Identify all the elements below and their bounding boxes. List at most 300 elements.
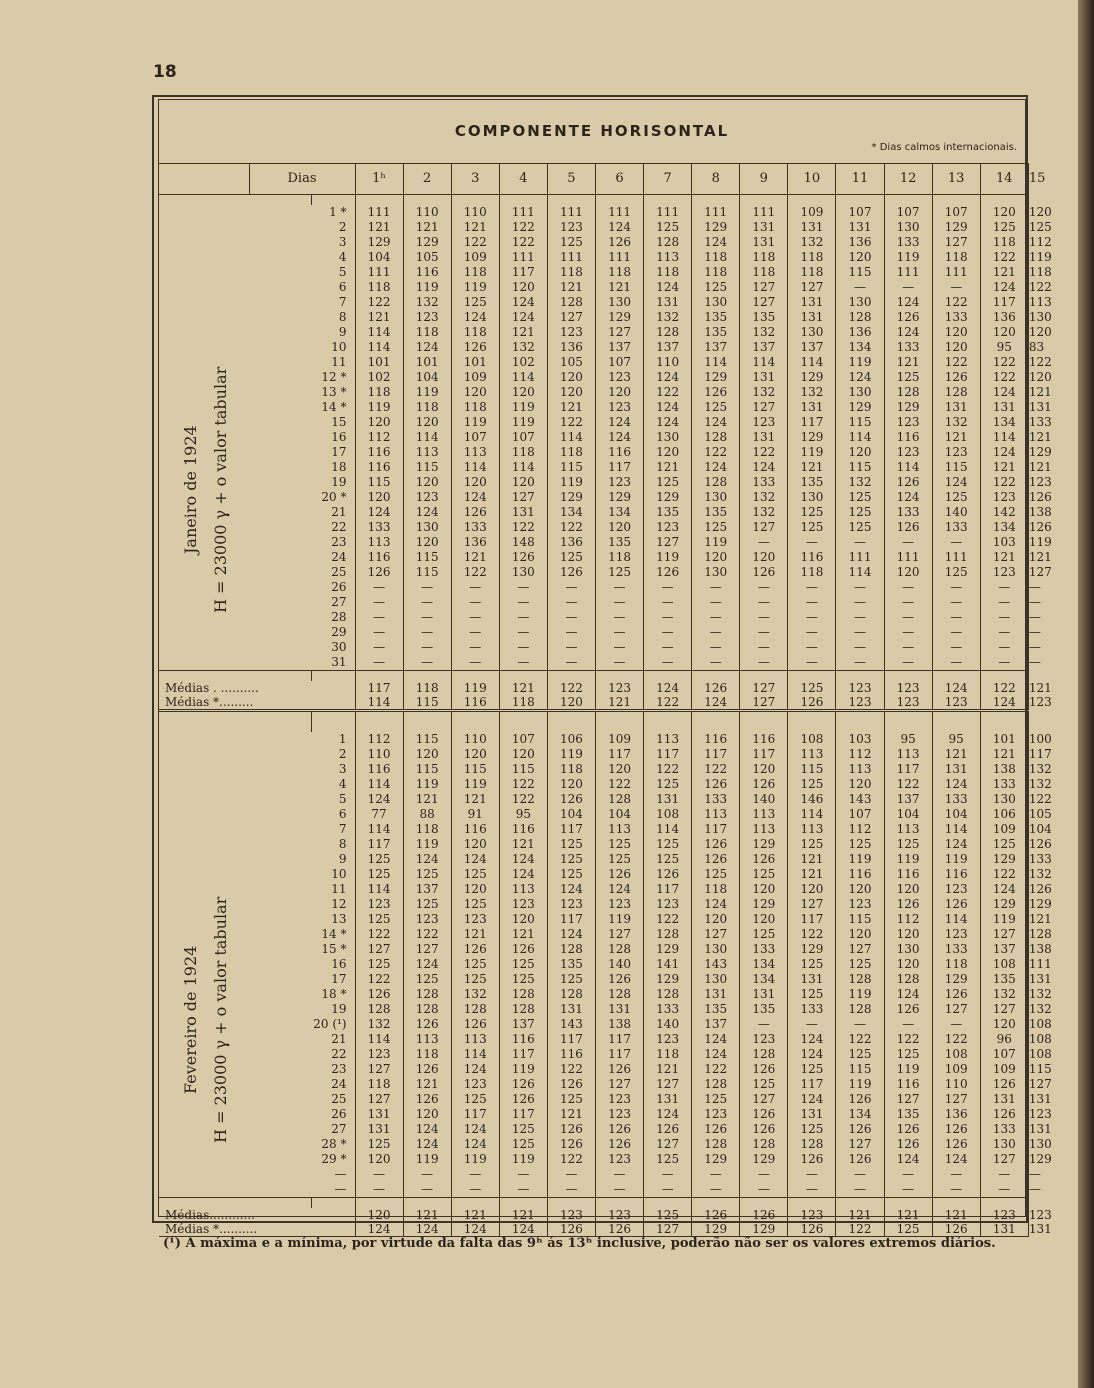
value-cell: 133 — [932, 310, 980, 325]
value-cell: 111 — [499, 205, 547, 220]
footnote: (¹) A máxima e a mínima, por virtude da falta das 9ʰ ás 13ʰ inclusive, poderão não ser os valores extremos diários. — [163, 1236, 996, 1251]
value-cell: 140 — [595, 957, 643, 972]
value-cell: 126 — [595, 235, 643, 250]
value-cell: 126 — [692, 777, 740, 792]
value-cell: 124 — [692, 1047, 740, 1062]
table-row: 20 * 120 123 124 127 129 129 129 130 132 130 125 124 125 123 126 — [159, 490, 1028, 505]
header-hour: 10 — [788, 164, 836, 195]
value-cell: 132 — [980, 987, 1028, 1002]
value-cell: 127 — [788, 897, 836, 912]
value-cell: 131 — [547, 1002, 595, 1017]
value-cell: 107 — [499, 732, 547, 747]
value-cell: 132 — [740, 505, 788, 520]
value-cell: 122 — [884, 777, 932, 792]
spacer-cell — [836, 1198, 884, 1209]
value-cell: 124 — [403, 852, 451, 867]
value-cell: — — [451, 610, 499, 625]
value-cell: 125 — [884, 1047, 932, 1062]
label-area — [159, 897, 249, 912]
value-cell: — — [595, 640, 643, 655]
means-value: 126 — [932, 1222, 980, 1237]
value-cell: 109 — [451, 370, 499, 385]
means-row: Médias *......... 114 115 116 118 120 121 122 124 127 126 123 123 123 124 123 — [159, 695, 1028, 711]
value-cell: — — [547, 655, 595, 671]
table-row: 22 133 130 133 122 122 120 123 125 127 125 125 126 133 134 126 — [159, 520, 1028, 535]
label-area — [159, 927, 249, 942]
value-cell: 130 — [884, 220, 932, 235]
value-cell: 128 — [644, 987, 692, 1002]
label-area — [159, 385, 249, 400]
value-cell: 125 — [788, 957, 836, 972]
label-area — [159, 370, 249, 385]
spacer-cell — [499, 671, 547, 682]
value-cell: 137 — [692, 1017, 740, 1032]
value-cell: 126 — [403, 1062, 451, 1077]
value-cell: 126 — [740, 852, 788, 867]
value-cell: 131 — [980, 1092, 1028, 1107]
label-area — [159, 610, 249, 625]
label-area — [159, 520, 249, 535]
value-cell: — — [836, 1017, 884, 1032]
value-cell: 118 — [740, 265, 788, 280]
value-cell: 125 — [788, 837, 836, 852]
value-cell: 107 — [499, 430, 547, 445]
value-cell: 120 — [355, 490, 403, 505]
label-area — [159, 355, 249, 370]
header-hour: 13 — [932, 164, 980, 195]
value-cell: 120 — [980, 205, 1028, 220]
value-cell: 124 — [644, 1107, 692, 1122]
value-cell: 122 — [644, 385, 692, 400]
value-cell: 124 — [884, 295, 932, 310]
day-cell: 11 — [331, 355, 347, 369]
value-cell: 130 — [836, 295, 884, 310]
value-cell: 131 — [788, 220, 836, 235]
value-cell: 128 — [836, 310, 884, 325]
value-cell: 129 — [836, 400, 884, 415]
means-value: 127 — [740, 695, 788, 711]
value-cell: 125 — [692, 520, 740, 535]
value-cell: — — [932, 535, 980, 550]
value-cell: 115 — [836, 265, 884, 280]
value-cell: 125 — [740, 867, 788, 882]
header-hour: 12 — [884, 164, 932, 195]
table-row: 23 127 126 124 119 122 126 121 122 126 125 115 119 109 109 115 — [159, 1062, 1028, 1077]
value-cell: 114 — [788, 355, 836, 370]
value-cell: 125 — [547, 1092, 595, 1107]
value-cell: 130 — [692, 295, 740, 310]
value-cell: 120 — [740, 912, 788, 927]
value-cell: 123 — [692, 1107, 740, 1122]
spacer-cell — [884, 722, 932, 732]
value-cell: 130 — [692, 942, 740, 957]
value-cell: 137 — [644, 340, 692, 355]
value-cell: 127 — [355, 1062, 403, 1077]
value-cell: 126 — [403, 1092, 451, 1107]
value-cell: 122 — [980, 370, 1028, 385]
value-cell: 124 — [788, 1032, 836, 1047]
spacer-cell — [355, 671, 403, 682]
day-cell: 1 — [338, 732, 347, 746]
label-area — [159, 807, 249, 822]
table-row: 26 — — — — — — — — — — — — — — — — [159, 580, 1028, 595]
means-value: 124 — [644, 681, 692, 695]
value-cell: 114 — [499, 370, 547, 385]
value-cell: 126 — [499, 1092, 547, 1107]
value-cell: 128 — [644, 927, 692, 942]
means-value: 121 — [499, 681, 547, 695]
value-cell: 122 — [355, 295, 403, 310]
table-row: 27 131 124 124 125 126 126 126 126 126 125 126 126 126 133 131 — [159, 1122, 1028, 1137]
value-cell: 118 — [788, 565, 836, 580]
value-cell: 119 — [836, 852, 884, 867]
value-cell: 128 — [836, 1002, 884, 1017]
means-value: 126 — [692, 681, 740, 695]
value-cell: 122 — [499, 235, 547, 250]
value-cell: 122 — [355, 972, 403, 987]
value-cell: 124 — [884, 490, 932, 505]
label-area — [159, 987, 249, 1002]
value-cell: 127 — [836, 1137, 884, 1152]
day-cell: 12 — [331, 897, 347, 911]
value-cell: — — [932, 640, 980, 655]
table-row: 5 111 116 118 117 118 118 118 118 118 118 115 111 111 121 118 — [159, 265, 1028, 280]
means-value: 124 — [692, 695, 740, 711]
value-cell: 118 — [932, 250, 980, 265]
label-area — [159, 1077, 249, 1092]
spacer-cell — [884, 195, 932, 206]
label-area — [159, 1152, 249, 1167]
value-cell: 137 — [595, 340, 643, 355]
value-cell: 122 — [499, 792, 547, 807]
table-row: 9 125 124 124 124 125 125 125 126 126 121 119 119 119 129 133 — [159, 852, 1028, 867]
value-cell: 127 — [740, 400, 788, 415]
table-frame — [152, 95, 1052, 1236]
value-cell: 128 — [547, 942, 595, 957]
value-cell: 123 — [451, 1077, 499, 1092]
value-cell: 130 — [980, 1137, 1028, 1152]
value-cell: — — [836, 580, 884, 595]
means-value: 123 — [595, 681, 643, 695]
section-label-month-feb: Fevereiro de 1924 — [181, 945, 200, 1095]
label-area — [159, 972, 249, 987]
value-cell: 111 — [692, 205, 740, 220]
value-cell: 124 — [451, 1137, 499, 1152]
value-cell: 124 — [884, 987, 932, 1002]
value-cell: — — [884, 535, 932, 550]
table-row: 23 113 120 136 148 136 135 127 119 — — — — — 103 119 — [159, 535, 1028, 550]
value-cell: 121 — [932, 747, 980, 762]
value-cell: 125 — [355, 912, 403, 927]
value-cell: 124 — [499, 310, 547, 325]
value-cell: 122 — [547, 1152, 595, 1167]
spacer-row — [159, 671, 1028, 682]
spacer-cell — [644, 195, 692, 206]
value-cell: 119 — [451, 777, 499, 792]
value-cell: 123 — [403, 310, 451, 325]
day-cell: 8 — [338, 837, 347, 851]
value-cell: 124 — [692, 460, 740, 475]
value-cell: 130 — [692, 972, 740, 987]
spacer-cell — [932, 722, 980, 732]
value-cell: 126 — [595, 867, 643, 882]
value-cell: 128 — [884, 385, 932, 400]
value-cell: 129 — [355, 235, 403, 250]
value-cell: 119 — [836, 987, 884, 1002]
value-cell: 126 — [884, 310, 932, 325]
value-cell: 128 — [740, 1047, 788, 1062]
label-area — [159, 1017, 249, 1032]
spacer-cell — [644, 722, 692, 732]
value-cell: 133 — [884, 235, 932, 250]
value-cell: 129 — [980, 852, 1028, 867]
spacer-cell — [403, 1198, 451, 1209]
header-dias: Dias — [249, 164, 355, 195]
value-cell: 120 — [692, 912, 740, 927]
value-cell: 121 — [547, 1107, 595, 1122]
value-cell: — — [403, 595, 451, 610]
value-cell: 119 — [403, 777, 451, 792]
table-row: 3 116 115 115 115 118 120 122 122 120 115 113 117 131 138 132 — [159, 762, 1028, 777]
means-value: 129 — [740, 1222, 788, 1237]
value-cell: — — [644, 655, 692, 671]
value-cell: 125 — [499, 957, 547, 972]
table-row: 9 114 118 118 121 123 127 128 135 132 130 136 124 120 120 120 — [159, 325, 1028, 340]
value-cell: 120 — [595, 520, 643, 535]
header-hour: 5 — [547, 164, 595, 195]
value-cell: 125 — [547, 972, 595, 987]
value-cell: 113 — [403, 445, 451, 460]
value-cell: 111 — [355, 205, 403, 220]
value-cell: — — [788, 595, 836, 610]
spacer-cell — [836, 711, 884, 723]
means-value: 121 — [932, 1208, 980, 1222]
label-area — [159, 310, 249, 325]
value-cell: 120 — [499, 385, 547, 400]
value-cell: 121 — [403, 1077, 451, 1092]
calm-days-note: * Dias calmos internacionais. — [871, 142, 1017, 153]
value-cell: 114 — [355, 340, 403, 355]
value-cell: 130 — [788, 325, 836, 340]
spacer-cell — [403, 722, 451, 732]
label-area — [159, 867, 249, 882]
day-cell: 2 — [338, 747, 347, 761]
value-cell: 117 — [644, 882, 692, 897]
value-cell: 124 — [644, 370, 692, 385]
value-cell: 124 — [499, 295, 547, 310]
value-cell: — — [740, 610, 788, 625]
value-cell: 129 — [595, 490, 643, 505]
means-value: 121 — [595, 695, 643, 711]
value-cell: 113 — [740, 822, 788, 837]
value-cell: 128 — [451, 1002, 499, 1017]
value-cell: 119 — [451, 280, 499, 295]
value-cell: 130 — [692, 565, 740, 580]
value-cell: 135 — [884, 1107, 932, 1122]
value-cell: 131 — [355, 1122, 403, 1137]
value-cell: 117 — [884, 762, 932, 777]
value-cell: 124 — [692, 235, 740, 250]
value-cell: 118 — [355, 385, 403, 400]
value-cell: 127 — [644, 1137, 692, 1152]
spacer-cell — [884, 711, 932, 723]
value-cell: — — [932, 595, 980, 610]
value-cell: 123 — [595, 1152, 643, 1167]
value-cell: 132 — [836, 475, 884, 490]
value-cell: 120 — [451, 882, 499, 897]
value-cell: 129 — [740, 897, 788, 912]
value-cell: — — [932, 655, 980, 671]
value-cell: 131 — [788, 1107, 836, 1122]
value-cell: 133 — [740, 942, 788, 957]
value-cell: 118 — [980, 235, 1028, 250]
day-cell: 28 * — [321, 1137, 347, 1151]
value-cell: — — [932, 610, 980, 625]
value-cell: 116 — [740, 732, 788, 747]
value-cell: 120 — [884, 927, 932, 942]
value-cell: 114 — [355, 882, 403, 897]
value-cell: — — [451, 595, 499, 610]
day-cell: 1 * — [329, 205, 347, 219]
value-cell: 122 — [980, 355, 1028, 370]
section-label-formula-jan: H = 23000 γ + o valor tabular — [211, 366, 230, 614]
means-value: 123 — [595, 1208, 643, 1222]
value-cell: 132 — [932, 415, 980, 430]
value-cell: 125 — [788, 1122, 836, 1137]
value-cell: 119 — [980, 912, 1028, 927]
day-cell: — — [249, 1182, 355, 1198]
day-cell: 18 * — [321, 987, 347, 1001]
spacer-cell — [884, 671, 932, 682]
value-cell: 121 — [884, 355, 932, 370]
value-cell: 126 — [740, 1122, 788, 1137]
value-cell: 118 — [403, 325, 451, 340]
day-cell: 21 — [331, 505, 347, 519]
value-cell: 129 — [692, 370, 740, 385]
spacer-cell — [980, 1198, 1028, 1209]
value-cell: 124 — [403, 1137, 451, 1152]
value-cell: 111 — [836, 550, 884, 565]
value-cell: 132 — [355, 1017, 403, 1032]
value-cell: 113 — [788, 747, 836, 762]
value-cell: 113 — [403, 1032, 451, 1047]
value-cell: 134 — [836, 1107, 884, 1122]
value-cell: 125 — [644, 852, 692, 867]
value-cell: 118 — [788, 265, 836, 280]
value-cell: 131 — [980, 400, 1028, 415]
label-area — [159, 460, 249, 475]
value-cell: 116 — [451, 822, 499, 837]
value-cell: 126 — [932, 370, 980, 385]
value-cell: — — [836, 280, 884, 295]
value-cell: 136 — [836, 325, 884, 340]
value-cell: 129 — [932, 220, 980, 235]
value-cell: 122 — [644, 912, 692, 927]
spacer-cell — [932, 711, 980, 723]
value-cell: 114 — [355, 822, 403, 837]
label-area — [159, 1167, 249, 1182]
value-cell: 122 — [932, 295, 980, 310]
value-cell: 108 — [932, 1047, 980, 1062]
day-cell: 21 — [331, 1032, 347, 1046]
value-cell: 115 — [547, 460, 595, 475]
value-cell: 124 — [884, 325, 932, 340]
value-cell: 128 — [355, 1002, 403, 1017]
value-cell: 133 — [932, 792, 980, 807]
value-cell: — — [980, 1167, 1028, 1182]
value-cell: — — [692, 1182, 740, 1198]
value-cell: 122 — [547, 1062, 595, 1077]
value-cell: — — [740, 1167, 788, 1182]
value-cell: 116 — [403, 265, 451, 280]
value-cell: — — [788, 610, 836, 625]
value-cell: 125 — [451, 1092, 499, 1107]
means-label: Médias *.......... — [159, 1222, 355, 1237]
means-value: 123 — [884, 681, 932, 695]
value-cell: 124 — [451, 1122, 499, 1137]
value-cell: — — [451, 1182, 499, 1198]
value-cell: 124 — [932, 837, 980, 852]
value-cell: 127 — [499, 490, 547, 505]
value-cell: 125 — [740, 927, 788, 942]
value-cell: 125 — [451, 972, 499, 987]
value-cell: — — [451, 625, 499, 640]
day-cell: 19 — [331, 1002, 347, 1016]
value-cell: 128 — [740, 1137, 788, 1152]
header-hour: 11 — [836, 164, 884, 195]
value-cell: 111 — [355, 265, 403, 280]
value-cell: 126 — [595, 1137, 643, 1152]
table-row: 18 * 126 128 132 128 128 128 128 131 131 125 119 124 126 132 132 — [159, 987, 1028, 1002]
table-row: 5 124 121 121 122 126 128 131 133 140 146 143 137 133 130 122 — [159, 792, 1028, 807]
value-cell: 125 — [547, 837, 595, 852]
value-cell: 127 — [595, 325, 643, 340]
value-cell: — — [403, 640, 451, 655]
value-cell: 126 — [932, 897, 980, 912]
value-cell: 143 — [836, 792, 884, 807]
value-cell: 125 — [451, 295, 499, 310]
value-cell: 120 — [932, 340, 980, 355]
value-cell: 125 — [788, 505, 836, 520]
value-cell: 129 — [692, 1152, 740, 1167]
label-area — [159, 280, 249, 295]
value-cell: 122 — [932, 1032, 980, 1047]
means-value: 123 — [836, 681, 884, 695]
value-cell: — — [932, 580, 980, 595]
means-label: Médias............ — [165, 1208, 255, 1222]
value-cell: 111 — [740, 205, 788, 220]
day-cell: 25 — [331, 1092, 347, 1106]
spacer-cell — [249, 711, 311, 723]
value-cell: 128 — [836, 972, 884, 987]
spacer-cell — [159, 671, 249, 682]
value-cell: 111 — [547, 250, 595, 265]
value-cell: 126 — [595, 1062, 643, 1077]
value-cell: 126 — [692, 837, 740, 852]
means-value: 119 — [451, 681, 499, 695]
value-cell: 131 — [836, 220, 884, 235]
value-cell: 118 — [547, 445, 595, 460]
value-cell: 130 — [499, 565, 547, 580]
day-cell: 17 — [331, 972, 347, 986]
value-cell: 120 — [595, 385, 643, 400]
label-area — [159, 957, 249, 972]
label-area — [159, 340, 249, 355]
day-cell: 17 — [331, 445, 347, 459]
value-cell: 114 — [740, 355, 788, 370]
value-cell: 115 — [836, 912, 884, 927]
value-cell: 126 — [403, 1017, 451, 1032]
